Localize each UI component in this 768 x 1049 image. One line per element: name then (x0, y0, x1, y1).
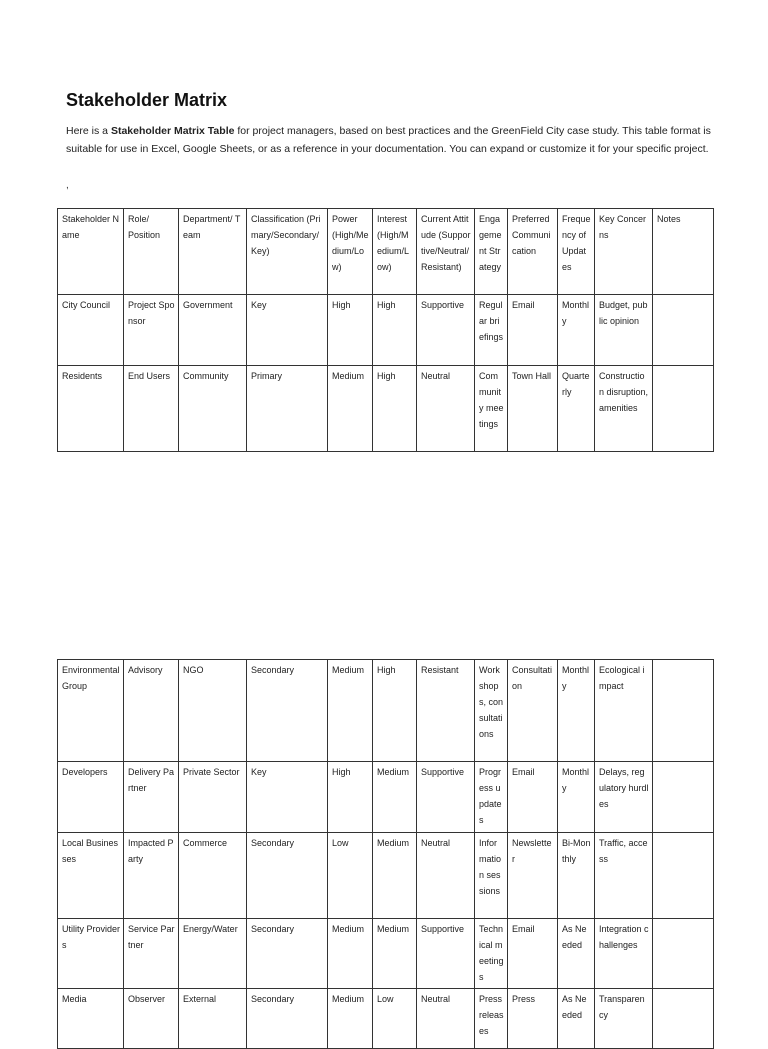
table-cell: Low (373, 989, 417, 1049)
table-cell (653, 989, 714, 1049)
table-cell (653, 919, 714, 989)
table-cell: Engagement Strategy (475, 209, 508, 295)
table-cell: Classification (Primary/Secondary/Key) (247, 209, 328, 295)
table-cell: Workshops, consultations (475, 660, 508, 762)
table-cell: Medium (328, 366, 373, 452)
table-cell: Preferred Communication (508, 209, 558, 295)
table-cell: Frequency of Updates (558, 209, 595, 295)
table-cell: Delivery Partner (124, 762, 179, 833)
table-cell: Press releases (475, 989, 508, 1049)
table-cell: External (179, 989, 247, 1049)
table-cell: Residents (58, 366, 124, 452)
table-cell: Neutral (417, 366, 475, 452)
table-cell: Medium (328, 919, 373, 989)
page-title: Stakeholder Matrix (66, 90, 228, 110)
table-cell: High (373, 295, 417, 366)
table-row (58, 295, 714, 366)
table-cell: Supportive (417, 295, 475, 366)
table-cell: Neutral (417, 989, 475, 1049)
table-cell (653, 366, 714, 452)
table-cell: High (328, 762, 373, 833)
table-cell: Local Businesses (58, 833, 124, 919)
table-cell: Primary (247, 366, 328, 452)
table-cell: Medium (328, 660, 373, 762)
table-cell: Government (179, 295, 247, 366)
table-cell: Environmental Group (58, 660, 124, 762)
table-cell: As Needed (558, 989, 595, 1049)
table-cell: Interest (High/Medium/Low) (373, 209, 417, 295)
table-cell: Advisory (124, 660, 179, 762)
table-cell: Notes (653, 209, 714, 295)
table-header-row (58, 209, 714, 295)
table-cell: Secondary (247, 833, 328, 919)
table-cell: Regular briefings (475, 295, 508, 366)
stakeholder-table-part-1 (57, 208, 714, 452)
table-cell: Community (179, 366, 247, 452)
table-row (58, 833, 714, 919)
table-cell: Ecological impact (595, 660, 653, 762)
table-cell: Transparency (595, 989, 653, 1049)
table-cell: Press (508, 989, 558, 1049)
table-cell: Project Sponsor (124, 295, 179, 366)
table-cell: Newsletter (508, 833, 558, 919)
table-cell: Integration challenges (595, 919, 653, 989)
cell-line: Role/ Position (128, 214, 161, 240)
table-cell: Construction disruption, amenities (595, 366, 653, 452)
table-cell: Key (247, 295, 328, 366)
table-cell: Impacted Party (124, 833, 179, 919)
table-cell: NGO (179, 660, 247, 762)
table-cell: Supportive (417, 919, 475, 989)
table-cell (653, 762, 714, 833)
table-cell: Media (58, 989, 124, 1049)
table-row (58, 919, 714, 989)
table-cell: Consultation (508, 660, 558, 762)
table-cell: Community meetings (475, 366, 508, 452)
table-cell (653, 660, 714, 762)
table-row (58, 660, 714, 762)
table-cell: Budget, public opinion (595, 295, 653, 366)
table-cell: As Needed (558, 919, 595, 989)
table-cell: Commerce (179, 833, 247, 919)
table-cell: Department/ Team (179, 209, 247, 295)
table-cell: Medium (373, 762, 417, 833)
table-cell: Observer (124, 989, 179, 1049)
table-cell: High (373, 660, 417, 762)
intro-bold-text: Stakeholder Matrix Table (110, 125, 235, 137)
table-cell: Key (247, 762, 328, 833)
table-cell: Service Partner (124, 919, 179, 989)
table-cell: Email (508, 295, 558, 366)
intro-paragraph (66, 122, 716, 158)
table-cell: Energy/Water (179, 919, 247, 989)
table-cell: Medium (373, 833, 417, 919)
table-cell: Secondary (247, 989, 328, 1049)
table-cell: City Council (58, 295, 124, 366)
table-row (58, 366, 714, 452)
table-cell: Information sessions (475, 833, 508, 919)
table-cell: Delays, regulatory hurdles (595, 762, 653, 833)
table-cell: Bi-Monthly (558, 833, 595, 919)
table-cell: Current Attitude (Supportive/Neutral/Resistant) (417, 209, 475, 295)
table-cell: Private Sector (179, 762, 247, 833)
table-cell: Medium (373, 919, 417, 989)
table-cell: Secondary (247, 919, 328, 989)
table-cell: Monthly (558, 762, 595, 833)
table-cell: Progress updates (475, 762, 508, 833)
table-cell: Supportive (417, 762, 475, 833)
table-cell: Power (High/Medium/Low) (328, 209, 373, 295)
table-row (58, 989, 714, 1049)
table-cell: Email (508, 762, 558, 833)
table-cell: End Users (124, 366, 179, 452)
intro-text-start: Here is a (66, 125, 111, 137)
table-cell: Monthly (558, 295, 595, 366)
table-cell: Utility Providers (58, 919, 124, 989)
table-cell: Resistant (417, 660, 475, 762)
table-cell: Monthly (558, 660, 595, 762)
table-cell: Email (508, 919, 558, 989)
table-cell: High (373, 366, 417, 452)
table-row (58, 762, 714, 833)
table-cell: Quarterly (558, 366, 595, 452)
table-cell: Secondary (247, 660, 328, 762)
table-cell (653, 833, 714, 919)
table-cell (653, 295, 714, 366)
stakeholder-table-part-2 (57, 659, 714, 1049)
table-cell: Stakeholder Name (58, 209, 124, 295)
table-cell (124, 209, 179, 295)
table-cell: Developers (58, 762, 124, 833)
stray-mark: , (66, 180, 69, 191)
table-cell: Town Hall (508, 366, 558, 452)
intro-text-end: for project managers, based on best practices and the GreenField City case study. This table format is suitable for use in Excel, Google Sheets, or as a reference in your documentation. You can expand or customize it for your specific project. (66, 125, 711, 155)
table-cell: Traffic, access (595, 833, 653, 919)
table-cell: Neutral (417, 833, 475, 919)
table-cell: High (328, 295, 373, 366)
table-cell: Medium (328, 989, 373, 1049)
table-cell: Low (328, 833, 373, 919)
table-cell: Technical meetings (475, 919, 508, 989)
table-cell: Key Concerns (595, 209, 653, 295)
